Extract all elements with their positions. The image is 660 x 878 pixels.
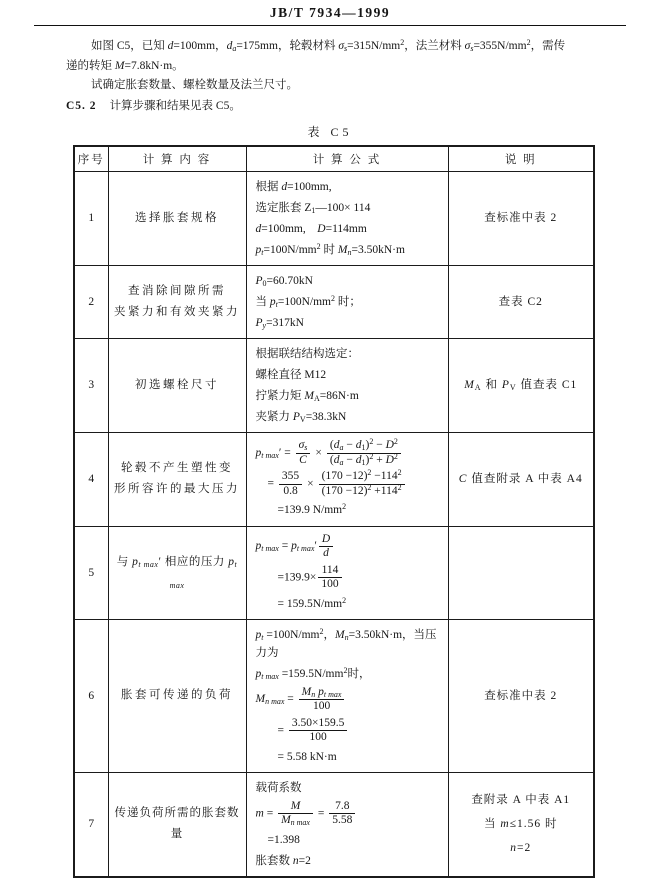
table-row: [74, 619, 594, 772]
formula-fragment: $p_{t max}'$ =: [255, 446, 294, 460]
denominator: d: [319, 546, 333, 561]
calc-content: 传递负荷所需的胀套数量: [108, 772, 246, 877]
denominator: 100: [318, 577, 341, 592]
formula-line: [256, 717, 444, 745]
formula-line: $P_0=60.70kN$: [255, 274, 313, 288]
formula-line: [256, 564, 444, 592]
calc-formula: [246, 526, 448, 619]
intro-section: [66, 37, 596, 116]
intro-line-2: 递的转矩 M=7.8kN·m。: [66, 59, 184, 72]
numerator: 355: [281, 470, 300, 482]
note-cell: $M_A$ 和 $P_V$ 值查表 C1: [448, 338, 594, 432]
calc-formula: [246, 338, 448, 432]
calc-content: [108, 432, 246, 526]
denominator: C: [296, 453, 311, 468]
intro-line-3: 试确定胀套数量、螺栓数量及法兰尺寸。: [91, 79, 298, 91]
fraction: [279, 470, 302, 498]
formula-line: 拧紧力矩 $M_A=86N\cdot m$: [255, 389, 359, 403]
denominator: $M_{n max}$: [278, 813, 313, 828]
calc-formula: [246, 171, 448, 265]
table-caption: 表 C5: [307, 125, 353, 139]
fraction: [299, 686, 345, 714]
row-number: 3: [74, 338, 108, 432]
formula-line: [256, 470, 444, 498]
row-number: 6: [74, 619, 108, 772]
row-number: 5: [74, 526, 108, 619]
numerator: $M_n$ $p_{t max}$: [301, 685, 342, 699]
numerator: 114: [321, 563, 339, 576]
note-cell: 查表 C2: [448, 265, 594, 338]
content-line: 查消除间隙所需: [128, 284, 226, 297]
denominator: 100: [299, 699, 345, 714]
fraction: [327, 439, 401, 467]
calc-content: [108, 265, 246, 338]
fraction: [318, 564, 341, 592]
fraction: [329, 800, 355, 828]
intro-line-1: 如图 C5，已知 d=100mm，$d_a=175mm$，轮毂材料 $\sigma_s=315N/mm^2$，法兰材料 $\sigma_s=355N/mm^2$，需传: [91, 38, 566, 53]
formula-line: =139.9 $N/mm^2$: [277, 502, 347, 516]
formula-line: d=100mm, D=114mm: [255, 222, 367, 235]
table-row: [74, 265, 594, 338]
formula-fragment: $M_{n max}$ =: [255, 693, 297, 707]
table-row: [74, 772, 594, 877]
formula-line: [256, 686, 444, 714]
formula-line: 螺栓直径 M12: [255, 368, 327, 381]
col-header-no: 序号: [74, 146, 108, 171]
formula-line: 夹紧力 $P_V=38.3kN$: [255, 410, 347, 424]
row-number: 4: [74, 432, 108, 526]
formula-line: $P_y=317kN$: [255, 316, 304, 330]
formula-line: = 5.58 kN·m: [277, 750, 337, 763]
numerator: D: [321, 532, 331, 545]
table-row: [74, 171, 594, 265]
row-number: 7: [74, 772, 108, 877]
col-header-content: 计 算 内 容: [108, 146, 246, 171]
formula-line: $p_{t max} =159.5N/mm^2$时，: [255, 665, 371, 681]
formula-fragment: m =: [255, 807, 277, 820]
content-line: 轮毂不产生塑性变: [121, 462, 233, 474]
times-operator: ×: [315, 446, 322, 459]
formula-fragment: $p_{t max} = p_{t max}'$: [255, 540, 317, 554]
content-line: 形所容许的最大压力: [114, 483, 240, 495]
fraction: [289, 717, 348, 745]
denominator: 0.8: [279, 484, 302, 499]
formula-line: = $159.5N/mm^2$: [277, 595, 347, 610]
numerator: 7.8: [335, 799, 350, 812]
numerator: $\sigma_s$: [298, 439, 308, 452]
denominator: $(170 -12)^2 +114^2$: [319, 484, 405, 499]
formula-line: [256, 439, 444, 467]
times-operator: ×: [307, 477, 314, 490]
numerator: $(d_a - d_1)^2 - D^2$: [329, 437, 398, 452]
formula-line: 根据联结结构选定：: [255, 347, 359, 360]
fraction: [319, 470, 405, 498]
calc-content: 与 $p_{t max}'$ 相应的压力 $p_{t max}$: [108, 526, 246, 619]
fraction: [319, 533, 333, 561]
note-line: 当 m≤1.56 时: [484, 818, 558, 830]
formula-line: [256, 533, 444, 561]
clause-heading: [66, 97, 596, 117]
calc-content: 初选螺栓尺寸: [108, 338, 246, 432]
table-header-row: [74, 146, 594, 171]
numerator: M: [290, 799, 301, 812]
fraction: [296, 439, 311, 467]
content-line: 夹紧力和有效夹紧力: [114, 305, 240, 318]
clause-number: C5. 2: [66, 99, 97, 112]
formula-line: 载荷系数: [255, 781, 302, 794]
formula-fragment: =: [277, 724, 287, 737]
calc-formula: [246, 619, 448, 772]
calc-formula: [246, 772, 448, 877]
clause-text: 计算步骤和结果见表 C5。: [109, 99, 241, 112]
numerator: 3.50×159.5: [291, 716, 345, 729]
calc-content: 选择胀套规格: [108, 171, 246, 265]
formula-line: 胀套数 n=2: [255, 854, 311, 867]
page-title: JB/T 7934—1999: [269, 5, 391, 20]
note-line: n=2: [510, 842, 532, 854]
denominator: 100: [289, 730, 348, 745]
note-cell: [448, 772, 594, 877]
note-cell: 查标准中表 2: [448, 619, 594, 772]
row-number: 2: [74, 265, 108, 338]
formula-line: =1.398: [267, 833, 300, 846]
note-cell: [448, 526, 594, 619]
calc-content: 胀套可传递的负荷: [108, 619, 246, 772]
formula-line: $p_t=100N/mm^2$ 时 $M_n=3.50kN\cdot m$: [255, 241, 405, 257]
note-cell: 查标准中表 2: [448, 171, 594, 265]
header-rule: [34, 25, 626, 26]
calc-formula: [246, 265, 448, 338]
formula-line: $p_t =100N/mm^2$，$M_n=3.50kN\cdot m$，当压力为: [255, 626, 437, 659]
note-line: 查附录 A 中表 A1: [471, 794, 571, 806]
denominator: 5.58: [329, 813, 355, 828]
note-cell: C 值查附录 A 中表 A4: [448, 432, 594, 526]
formula-line: 根据 d=100mm,: [255, 180, 332, 193]
calculation-table: [73, 145, 595, 878]
formula-fragment: =: [267, 477, 277, 490]
table-row: [74, 526, 594, 619]
table-row: [74, 338, 594, 432]
formula-line: 当 $p_t=100N/mm^2$ 时；: [255, 293, 361, 309]
formula-line: 选定胀套 $Z_1—100\times 114$: [255, 201, 371, 215]
calc-formula: [246, 432, 448, 526]
formula-fragment: =139.9×: [277, 571, 317, 584]
table-row: [74, 432, 594, 526]
col-header-formula: 计 算 公 式: [246, 146, 448, 171]
row-number: 1: [74, 171, 108, 265]
fraction: [278, 800, 313, 828]
denominator: $(d_a - d_1)^2 + D^2$: [327, 453, 401, 468]
formula-fragment: =: [314, 807, 328, 820]
formula-line: [256, 800, 444, 828]
col-header-note: 说 明: [448, 146, 594, 171]
numerator: $(170 -12)^2 -114^2$: [321, 468, 402, 482]
